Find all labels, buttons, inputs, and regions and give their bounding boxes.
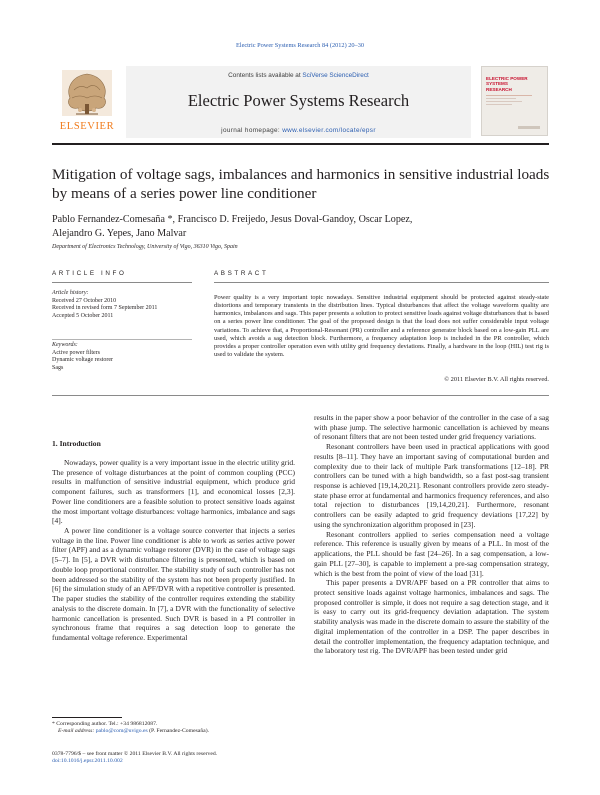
keywords-label: Keywords:: [52, 342, 78, 348]
article-title-line-2: by means of a series power line conditioner: [52, 184, 317, 202]
publisher-logo-text: ELSEVIER: [59, 121, 115, 132]
contents-line: [126, 72, 471, 79]
keywords-rule: [52, 339, 192, 340]
cover-divider: [486, 95, 532, 96]
body-paragraph: Resonant controllers have been used in practical applications with good results [8–11]. They have an important saving of computational burden and complexity due to their lack of multiple Park transformations [12–18]. PR controllers can be tuned with a high bandwidth, so a fast post-sag transient response is achieved [19,14,20,21]. Resonant controllers provide zero steady-state phase error at fundamental and harmonics frequency references, and also total rejection to disturbances [19,14,20,21]. Furthermore, resonant controllers can be easily adapted to grid frequency deviations [17,22] by using the synchronization algorithm proposed in [23].: [314, 442, 549, 529]
abstract-bottom-rule: [52, 395, 549, 396]
corresponding-author-note: * Corresponding author. Tel.: +34 986812087.: [52, 721, 158, 727]
journal-title: Electric Power Systems Research: [187, 91, 410, 110]
homepage-link[interactable]: www.elsevier.com/locate/epsr: [282, 127, 376, 134]
homepage-prefix: journal homepage:: [221, 127, 283, 134]
cover-line: [486, 104, 512, 105]
article-title-line-1: Mitigation of voltage sags, imbalances and harmonics in sensitive industrial loads: [52, 166, 550, 183]
authors-line-1: Pablo Fernandez-Comesaña *, Francisco D. Freijedo, Jesus Doval-Gandoy, Oscar Lopez,: [52, 214, 413, 225]
keywords-block: [52, 342, 190, 373]
contents-prefix: Contents lists available at: [228, 72, 303, 79]
article-title: [52, 166, 552, 203]
history-label: Article history:: [52, 290, 89, 296]
front-matter-footer: [52, 751, 352, 766]
article-info-heading: ARTICLE INFO: [52, 270, 127, 277]
footnote-rule: [52, 717, 122, 718]
history-revised: Received in revised form 7 September 2011: [52, 305, 158, 312]
email-note: [52, 728, 295, 735]
body-paragraph: This paper presents a DVR/APF based on a PR controller that aims to protect sensitive loads against voltage harmonics, imbalances and sags. The proposed controller is simple, it does not require a sag detection stage, and it is easy to carry out its grid-frequency deviation adaptation. The system stability analysis was made in the discrete domain to assure the stability of the digital implementation of the controller in a DSP. The paper describes in detail the controller implementation, the frequency adaptation technique, and the laboratory test rig. The DVR/APF has been tested under grid: [314, 578, 549, 656]
abstract-text: Power quality is a very important topic nowadays. Sensitive industrial equipment should be protected against steady-state distortions and temporary transients in the distribution lines. Typical disturbances that affect the voltage waveform quality are harmonics, imbalances and sags. This paper presents a solution to protect sensitive loads against voltage disturbances that is based on a series power line conditioner. The goal of the proposed design is that the load does not suffer considerable input voltage variations. To achieve that, a Proportional-Resonant (PR) controller and a reference generator block based on a low-gain PLL are used, which avoids a sag detection block. Furthermore, a frequency adaptation loop is included in the PR controller, which provides a proper controller operation even with utility grid frequency deviations. Finally, a hardware in the loop (HIL) test rig is used to validate the system.: [214, 294, 549, 359]
abstract-copyright: © 2011 Elsevier B.V. All rights reserved.: [444, 376, 549, 383]
journal-cover-thumbnail: [481, 66, 548, 136]
cover-line: [486, 98, 516, 99]
homepage-line: [126, 127, 471, 134]
history-received: Received 27 October 2010: [52, 297, 117, 304]
body-column-right: [314, 413, 549, 656]
keyword-item: Active power filters: [52, 349, 100, 356]
body-paragraph: Resonant controllers applied to series compensation need a voltage reference. This reference is usually given by means of a PLL. In most of the applications, the PLL should be fast [24–26]. In a sag compensation, a low-gain PLL [27–30], is capable to implement a pre-sag compensation strategy, which is the best from the point of view of the load [31].: [314, 529, 549, 578]
cover-footer-mark: [518, 126, 540, 129]
email-suffix: (P. Fernandez-Comesaña).: [147, 728, 210, 735]
abstract-rule: [214, 282, 549, 283]
email-link[interactable]: pablo@com@uvigo.es: [95, 728, 148, 735]
header-rule: [52, 143, 549, 145]
cover-line: [486, 101, 522, 102]
sciencedirect-link[interactable]: SciVerse ScienceDirect: [302, 72, 369, 79]
history-accepted: Accepted 5 October 2011: [52, 313, 114, 320]
keyword-item: Sags: [52, 365, 64, 372]
cover-title: ELECTRIC POWER SYSTEMS RESEARCH: [486, 76, 528, 92]
doi-link[interactable]: doi:10.1016/j.epsr.2011.10.002: [52, 758, 123, 765]
issn-line: 0378-7796/$ – see front matter © 2011 Elsevier B.V. All rights reserved.: [52, 751, 218, 757]
body-column-left: [52, 458, 295, 643]
authors-line-2: Alejandro G. Yepes, Jano Malvar: [52, 228, 187, 240]
email-label: E-mail address:: [58, 728, 96, 735]
body-paragraph: A power line conditioner is a voltage source converter that injects a series voltage in the line. Power line conditioner is able to work as series active power filter (APF) and as a dynamic voltage restorer (DVR) in the case of voltage sags [5–7]. In [5], a DVR with disturbance filtering is presented, which is based on double loop proportional controller. The stability study of such controller has not been addressed so the stability of the system has not been properly justified. In [6] the simulation study of an APF/DVR with a repetitive controller is presented. The paper studies the stability of the controller requires extending the stability analysis to the discrete domain. In [7], a DVR with the functionality of selective harmonic cancellation is presented. Such DVR is based in a PI controller in synchronous frame that requires a sag detection loop to generate the fundamental voltage reference. Experimental: [52, 526, 295, 642]
article-info-rule: [52, 282, 192, 283]
article-info: [52, 290, 190, 321]
body-paragraph: results in the paper show a poor behavior of the controller in the case of a sag with phase jump. The selective harmonic cancellation is achieved by means of resonant filters that are not been tested under grid frequency variations.: [314, 413, 549, 442]
affiliation: Department of Electronics Technology, University of Vigo, 36310 Vigo, Spain: [52, 244, 238, 250]
keyword-item: Dynamic voltage restorer: [52, 357, 113, 364]
author-list: [52, 213, 532, 242]
footnotes: [52, 721, 295, 736]
introduction-heading: 1. Introduction: [52, 439, 101, 448]
body-paragraph: Nowadays, power quality is a very important issue in the electric utility grid. The presence of voltage disturbances at the point of common coupling (PCC) results in malfunction of sensitive industrial equipment, which produce grid component failures, such as transformers [1], and economical losses [2,3]. Power line conditioners are a feasible solution to protect sensitive loads against the most important voltage disturbances: voltage harmonics, imbalance and sags [4].: [52, 458, 295, 526]
journal-citation-link[interactable]: Electric Power Systems Research 84 (2012) 20–30: [235, 42, 364, 49]
abstract-heading: ABSTRACT: [214, 270, 269, 277]
